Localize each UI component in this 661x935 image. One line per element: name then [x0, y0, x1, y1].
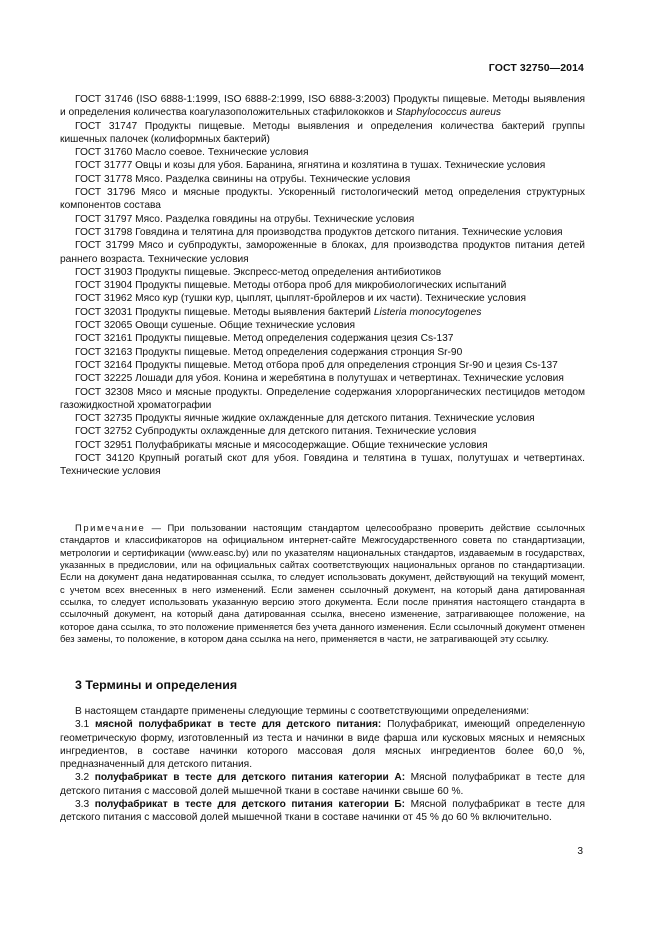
reference-item: ГОСТ 31798 Говядина и телятина для производства продуктов детского питания. Технические условия [75, 226, 563, 238]
reference-item: ГОСТ 31962 Мясо кур (тушки кур, цыплят, цыплят-бройлеров и их части). Технические условия [75, 293, 526, 305]
reference-item: ГОСТ 32161 Продукты пищевые. Метод определения содержания цезия Cs-137 [75, 333, 454, 345]
reference-item: ГОСТ 31778 Мясо. Разделка свинины на отрубы. Технические условия [75, 173, 411, 185]
reference-item: ГОСТ 34120 Крупный рогатый скот для убоя. Говядина и телятина в тушах, полутушах и четвертинах. Технические условия [60, 453, 585, 478]
term: полуфабрикат в тесте для детского питания категории А: [94, 772, 406, 784]
term: мясной полуфабрикат в тесте для детского питания: [94, 719, 382, 731]
reference-item: ГОСТ 31903 Продукты пищевые. Экспресс-метод определения антибиотиков [75, 266, 442, 278]
reference-item: ГОСТ 32225 Лошади для убоя. Конина и жеребятина в полутушах и четвертинах. Технические условия [75, 373, 564, 385]
definition-item: 3.1 мясной полуфабрикат в тесте для детского питания: Полуфабрикат, имеющий определенную геометрическую форму, изготовленный из теста и начинки в виде фарша или кусковых мясных и немясных ингредиентов, в составе начинки которого массовая доля мясных ингредиентов более 60,0 %, предназначенный для детского питания. [60, 719, 585, 771]
definition-item: 3.2 полуфабрикат в тесте для детского питания категории А: Мясной полуфабрикат в тесте для детского питания с массовой долей мышечной ткани в составе начинки свыше 60 %. [60, 772, 585, 797]
note-text: — При пользовании настоящим стандартом целесообразно проверить действие ссылочных стандартов и классификаторов на официальном интернет-сайте Межгосударственного совета по стандартизации, метрологии и сертификации (www.easc.by) или по указателям национальных стандартов, издаваемым в государствах, указанных в предисловии, или на официальных сайтах соответствующих национальных органов по стандартизации. Если на документ дана недатированная ссылка, то следует использовать документ, действующий на текущий момент, с учетом всех внесенных в него изменений. Если заменен ссылочный документ, на который дана датированная ссылка, то следует использовать указанную версию этого документа. Если после принятия настоящего стандарта в ссылочный документ, на который дана датированная ссылка, внесено изменение, затрагивающее положение, на которое дана ссылка, то это положение применяется без учета данного изменения. Если ссылочный документ отменен без замены, то положение, в котором дана ссылка на него, применяется в части, не затрагивающей эту ссылку. [60, 522, 585, 645]
definitions-intro: В настоящем стандарте применены следующие термины с соответствующими определениями: [75, 706, 530, 717]
section-heading: 3 Термины и определения [75, 678, 238, 692]
reference-item: ГОСТ 31747 Продукты пищевые. Методы выявления и определения количества бактерий группы кишечных палочек (колиформных бактерий) [60, 120, 585, 145]
reference-item: ГОСТ 32164 Продукты пищевые. Метод отбора проб для определения стронция Sr-90 и цезия Cs-137 [75, 359, 558, 371]
reference-item: ГОСТ 31760 Масло соевое. Технические условия [75, 147, 309, 159]
page-number: 3 [577, 846, 583, 857]
document-code: ГОСТ 32750—2014 [488, 62, 584, 74]
reference-item: ГОСТ 32951 Полуфабрикаты мясные и мясосодержащие. Общие технические условия [75, 439, 488, 451]
reference-item: ГОСТ 32031 Продукты пищевые. Методы выявления бактерий Listeria monocytogenes [75, 306, 482, 318]
reference-item: ГОСТ 31799 Мясо и субпродукты, замороженные в блоках, для производства продуктов питания детей раннего возраста. Технические условия [60, 240, 585, 265]
reference-item: ГОСТ 32065 Овощи сушеные. Общие технические условия [75, 320, 356, 332]
reference-item: ГОСТ 32735 Продукты яичные жидкие охлажденные для детского питания. Технические условия [75, 413, 535, 425]
reference-item: ГОСТ 32752 Субпродукты охлажденные для детского питания. Технические условия [75, 426, 477, 438]
reference-item: ГОСТ 31777 Овцы и козы для убоя. Баранина, ягнятина и козлятина в тушах. Технические условия [75, 160, 546, 172]
term: полуфабрикат в тесте для детского питания категории Б: [94, 799, 406, 811]
reference-item: ГОСТ 31797 Мясо. Разделка говядины на отрубы. Технические условия [75, 213, 415, 225]
normative-references-list [60, 93, 585, 479]
definition-item: 3.3 полуфабрикат в тесте для детского питания категории Б: Мясной полуфабрикат в тесте для детского питания с массовой долей мышечной ткани в составе начинки от 45 % до 60 % включительно. [60, 799, 585, 824]
reference-item: ГОСТ 31796 Мясо и мясные продукты. Ускоренный гистологический метод определения структурных компонентов состава [60, 187, 585, 212]
note-label: Примечание [75, 522, 146, 533]
reference-item: ГОСТ 32163 Продукты пищевые. Метод определения содержания стронция Sr-90 [75, 346, 463, 358]
reference-item: ГОСТ 31746 (ISO 6888-1:1999, ISO 6888-2:1999, ISO 6888-3:2003) Продукты пищевые. Методы выявления и определения количества коагулазоположительных стафилококков и Staphylococcus aureus [60, 94, 585, 119]
reference-item: ГОСТ 31904 Продукты пищевые. Методы отбора проб для микробиологических испытаний [75, 280, 507, 292]
references-note [60, 522, 585, 645]
reference-item: ГОСТ 32308 Мясо и мясные продукты. Определение содержания хлорорганических пестицидов методом газожидкостной хроматографии [60, 386, 585, 411]
definitions-list [60, 705, 585, 825]
